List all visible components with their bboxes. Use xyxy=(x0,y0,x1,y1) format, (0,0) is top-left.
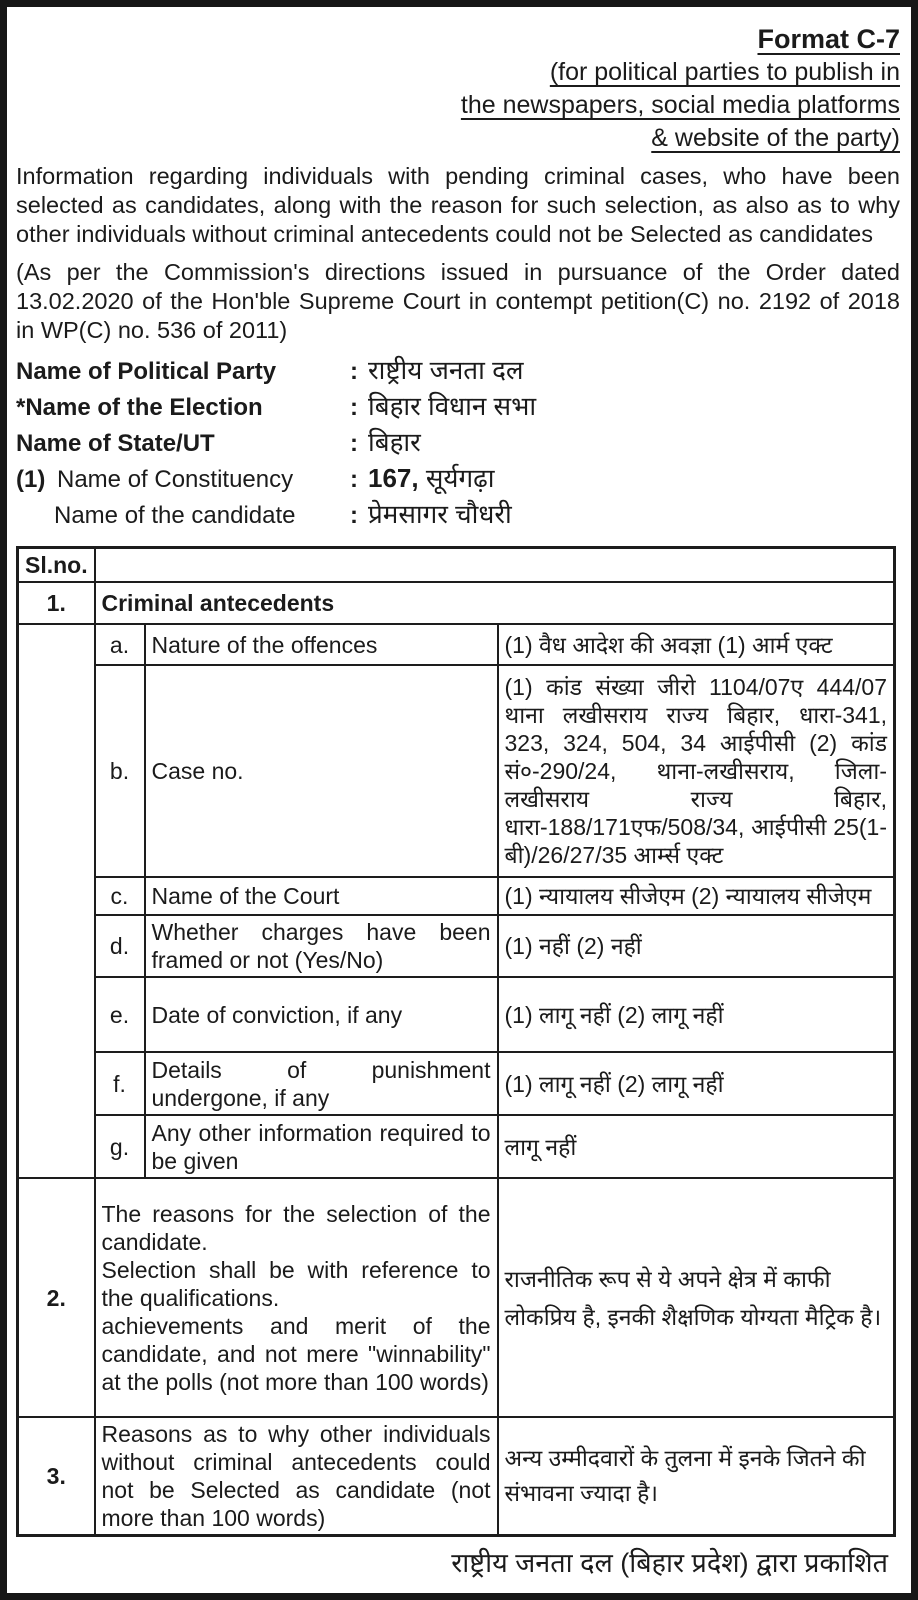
merged-empty-cell xyxy=(18,624,95,1178)
colon-separator: : xyxy=(350,430,358,457)
reason-line: The reasons for the selection of the candidate. xyxy=(101,1200,491,1255)
label-cell: Details of punishment undergone, if any xyxy=(145,1052,498,1115)
reason-line: Selection shall be with reference to the qualifications. xyxy=(101,1256,491,1311)
value-cell: (1) कांड संख्या जीरो 1104/07ए 444/07 थाना लखीसराय राज्य बिहार, धारा-341, 323, 324, 504, 34 आईपीसी (2) कांड सं०-290/24, थाना-लखीसराय, जिला-लखीसराय राज्य बिहार, धारा-188/171एफ/508/34, आईपीसी 25(1-बी)/26/27/35 आर्म्स एक्ट xyxy=(498,665,895,877)
letter-cell: c. xyxy=(95,877,145,915)
constituency-number-prefix: (1) xyxy=(16,466,46,493)
value-cell: (1) लागू नहीं (2) लागू नहीं xyxy=(498,977,895,1052)
colon-separator: : xyxy=(350,466,358,493)
colon-separator: : xyxy=(350,502,358,529)
letter-cell: g. xyxy=(95,1115,145,1178)
criminal-row-d xyxy=(18,915,895,977)
field-state-ut xyxy=(16,425,900,461)
criminal-row-b xyxy=(18,665,895,877)
section-1-row xyxy=(18,582,895,624)
header-subtitle-line: the newspapers, social media platforms xyxy=(460,91,900,119)
field-political-party xyxy=(16,353,900,389)
field-label: Name of the candidate xyxy=(54,502,296,529)
slno-header-cell: Sl.no. xyxy=(18,548,95,583)
value-cell: अन्य उम्मीदवारों के तुलना में इनके जितने की संभावना ज्यादा है। xyxy=(498,1417,895,1536)
selection-reason-row xyxy=(18,1178,895,1417)
value-cell: (1) वैध आदेश की अवज्ञा (1) आर्म एक्ट xyxy=(498,624,895,665)
section-number-cell: 1. xyxy=(18,582,95,624)
criminal-antecedents-table xyxy=(16,546,896,1537)
document-header xyxy=(16,17,900,155)
field-label xyxy=(16,463,350,497)
value-cell: (1) नहीं (2) नहीं xyxy=(498,915,895,977)
letter-cell: d. xyxy=(95,915,145,977)
label-cell: Whether charges have been framed or not (Yes/No) xyxy=(145,915,498,977)
label-cell: Nature of the offences xyxy=(145,624,498,665)
criminal-row-e xyxy=(18,977,895,1052)
criminal-row-a xyxy=(18,624,895,665)
letter-cell: f. xyxy=(95,1052,145,1115)
field-value xyxy=(366,461,900,495)
document-content xyxy=(7,7,911,1581)
value-cell: (1) न्यायालय सीजेएम (2) न्यायालय सीजेएम xyxy=(498,877,895,915)
criminal-row-g xyxy=(18,1115,895,1178)
value-cell: लागू नहीं xyxy=(498,1115,895,1178)
constituency-name: सूर्यगढ़ा xyxy=(425,463,495,493)
criminal-row-f xyxy=(18,1052,895,1115)
header-subtitle-line: & website of the party) xyxy=(651,124,900,152)
field-label: *Name of the Election xyxy=(16,394,263,421)
empty-header-cell xyxy=(95,548,895,583)
published-by-footer: राष्ट्रीय जनता दल (बिहार प्रदेश) द्वारा प्रकाशित xyxy=(451,1548,888,1578)
field-label: Name of Political Party xyxy=(16,358,277,385)
field-value: बिहार xyxy=(368,427,421,457)
reason-line: achievements and merit of the candidate, and not mere "winnability" at the polls (not more than 100 words) xyxy=(101,1312,491,1395)
header-subtitle-line: (for political parties to publish in xyxy=(549,58,900,86)
label-cell xyxy=(95,1178,498,1417)
value-cell: (1) लागू नहीं (2) लागू नहीं xyxy=(498,1052,895,1115)
intro-paragraph: Information regarding individuals with pending criminal cases, who have been selected as candidates, along with the reason for such selection, as also as to why other individuals without criminal antecedents could not be Selected as candidates xyxy=(16,163,900,247)
letter-cell: e. xyxy=(95,977,145,1052)
letter-cell: a. xyxy=(95,624,145,665)
format-title: Format C-7 xyxy=(757,24,900,54)
letter-cell: b. xyxy=(95,665,145,877)
colon-separator: : xyxy=(350,358,358,385)
other-individuals-row xyxy=(18,1417,895,1536)
order-note-paragraph: (As per the Commission's directions issued in pursuance of the Order dated 13.02.2020 of the Hon'ble Supreme Court in contempt petition(C) no. 2192 of 2018 in WP(C) no. 536 of 2011) xyxy=(16,259,900,343)
label-cell: Name of the Court xyxy=(145,877,498,915)
field-election-name xyxy=(16,389,900,425)
table-header-row xyxy=(18,548,895,583)
field-value: प्रेमसागर चौधरी xyxy=(368,499,512,529)
field-constituency xyxy=(16,461,900,497)
field-value: बिहार विधान सभा xyxy=(368,391,537,421)
label-cell: Any other information required to be given xyxy=(145,1115,498,1178)
constituency-code: 167, xyxy=(368,463,419,493)
value-cell: राजनीतिक रूप से ये अपने क्षेत्र में काफी लोकप्रिय है, इनकी शैक्षणिक योग्यता मैट्रिक है। xyxy=(498,1178,895,1417)
colon-separator: : xyxy=(350,394,358,421)
field-label: Name of State/UT xyxy=(16,430,215,457)
field-candidate-name xyxy=(16,497,900,533)
label-cell: Reasons as to why other individuals without criminal antecedents could not be Selected as candidate (not more than 100 words) xyxy=(95,1417,498,1536)
fields-block xyxy=(16,353,900,533)
criminal-row-c xyxy=(18,877,895,915)
field-label-text: Name of Constituency xyxy=(57,466,294,493)
section-number-cell: 3. xyxy=(18,1417,95,1536)
section-title-cell: Criminal antecedents xyxy=(95,582,895,624)
section-number-cell: 2. xyxy=(18,1178,95,1417)
label-cell: Case no. xyxy=(145,665,498,877)
field-value: राष्ट्रीय जनता दल xyxy=(368,355,524,385)
label-cell: Date of conviction, if any xyxy=(145,977,498,1052)
